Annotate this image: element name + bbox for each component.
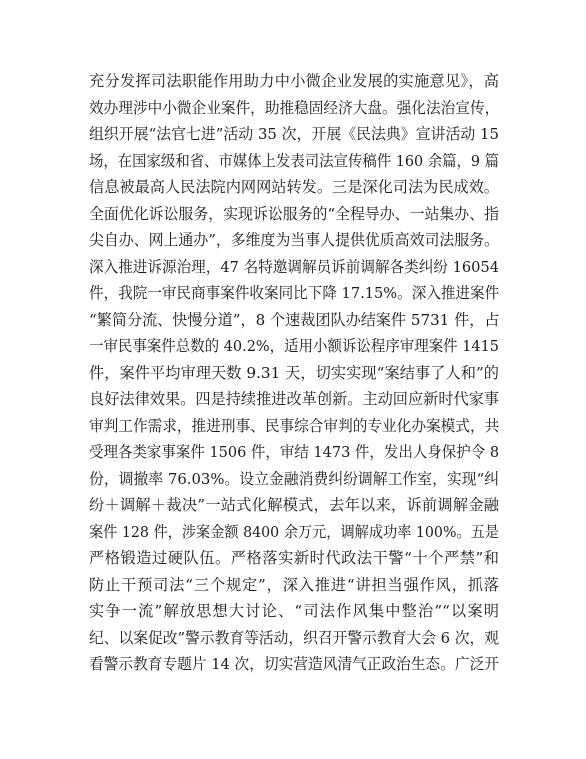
text-line: 纷＋调解＋裁决”一站式化解模式，去年以来，诉前调解金融: [89, 496, 499, 514]
text-line: 信息被最高人民法院内网网站转发。三是深化司法为民成效。: [89, 178, 500, 196]
text-line: 看警示教育专题片 14 次，切实营造风清气正政治生态。广泛开: [89, 655, 499, 673]
text-line: 纪、以案促改”警示教育等活动，织召开警示教育大会 6 次，观: [89, 628, 499, 647]
text-line: 效办理涉中小微企业案件，助推稳固经济大盘。强化法治宣传，: [89, 98, 500, 117]
text-line: 全面优化诉讼服务，实现诉讼服务的“全程导办、一站集办、指: [89, 204, 499, 223]
text-line: 场，在国家级和省、市媒体上发表司法宣传稿件 160 余篇，9 篇: [89, 151, 499, 170]
text-line: 一审民事案件总数的 40.2%，适用小额诉讼程序审理案件 1415: [89, 337, 499, 355]
text-line: 充分发挥司法职能作用助力中小微企业发展的实施意见》，高: [89, 72, 499, 90]
body-paragraph: [89, 68, 499, 678]
text-line: 审判工作需求，推进刑事、民事综合审判的专业化办案模式，共: [89, 416, 500, 435]
text-line: 实争一流”解放思想大讨论、“司法作风集中整治”“以案明: [89, 602, 499, 620]
text-line: 受理各类家事案件 1506 件，审结 1473 件，发出人身保护令 8: [89, 443, 500, 461]
text-line: 份，调撤率 76.03%。设立金融消费纠纷调解工作室，实现“纠: [89, 469, 499, 488]
text-line: 件，案件平均审理天数 9.31 天，切实实现“案结事了人和”的: [89, 363, 499, 382]
text-line: 案件 128 件，涉案金额 8400 余万元，调解成功率 100%。五是: [89, 522, 499, 541]
text-line: 良好法律效果。四是持续推进改革创新。主动回应新时代家事: [89, 390, 500, 408]
text-line: 严格锻造过硬队伍。严格落实新时代政法干警“十个严禁”和: [89, 549, 499, 567]
text-line: 尖自办、网上通办”，多维度为当事人提供优质高效司法服务。: [89, 231, 499, 249]
text-line: 件，我院一审民商事案件收案同比下降 17.15%。深入推进案件: [89, 284, 500, 302]
text-line: 组织开展“法官七进”活动 35 次，开展《民法典》宣讲活动 15: [89, 125, 499, 143]
text-line: 防止干预司法“三个规定”，深入推进“讲担当强作风，抓落: [89, 575, 499, 594]
text-line: “繁简分流、快慢分道”，8 个速裁团队办结案件 5731 件，占: [89, 310, 500, 329]
text-line: 深入推进诉源治理，47 名特邀调解员诉前调解各类纠纷 16054: [89, 257, 499, 276]
